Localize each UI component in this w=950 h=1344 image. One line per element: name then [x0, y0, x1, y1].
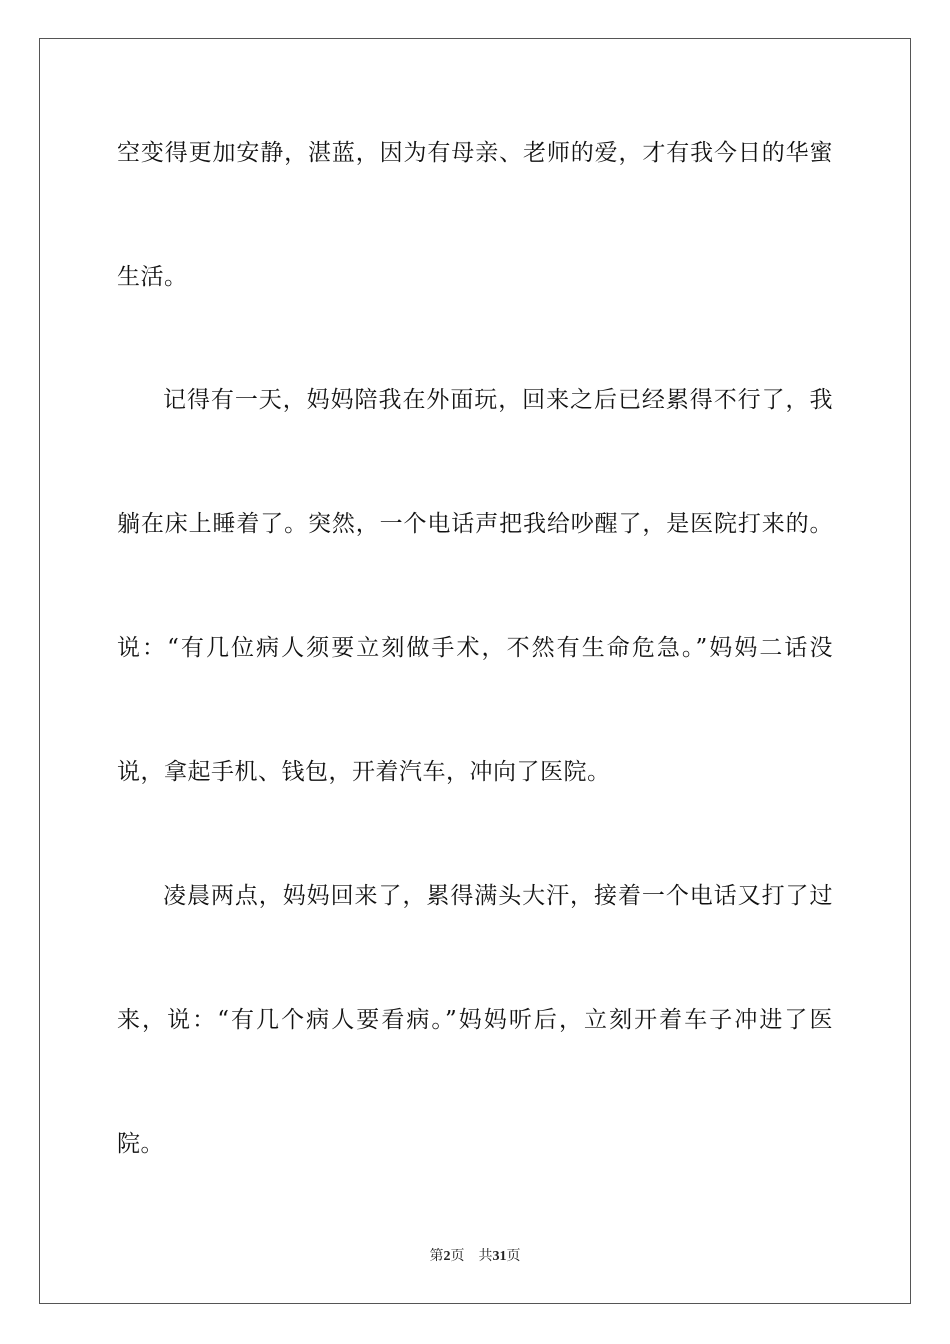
- text-line-4: 躺在床上睡着了。突然，一个电话声把我给吵醒了，是医院打来的。: [117, 511, 833, 537]
- text-line-2: 生活。: [117, 264, 188, 290]
- page-prefix: 第: [429, 1248, 444, 1264]
- total-suffix: 页: [506, 1248, 521, 1264]
- text-line-3: 记得有一天，妈妈陪我在外面玩，回来之后已经累得不行了，我: [163, 387, 833, 413]
- text-line-5: 说：“有几位病人须要立刻做手术，不然有生命危急。”妈妈二话没: [117, 635, 833, 661]
- page-number: 2: [443, 1249, 451, 1264]
- text-line-9: 院。: [117, 1131, 164, 1157]
- text-line-7: 凌晨两点，妈妈回来了，累得满头大汗，接着一个电话又打了过: [163, 883, 833, 909]
- page-footer: [0, 1246, 950, 1267]
- page-border: [39, 38, 911, 1304]
- total-pages: 31: [492, 1249, 507, 1264]
- page-suffix: 页: [450, 1248, 465, 1264]
- text-line-8: 来，说：“有几个病人要看病。”妈妈听后，立刻开着车子冲进了医: [117, 1007, 833, 1033]
- text-line-1: 空变得更加安静，湛蓝，因为有母亲、老师的爱，才有我今日的华蜜: [117, 140, 833, 166]
- total-prefix: 共: [478, 1248, 493, 1264]
- text-line-6: 说，拿起手机、钱包，开着汽车，冲向了医院。: [117, 759, 611, 785]
